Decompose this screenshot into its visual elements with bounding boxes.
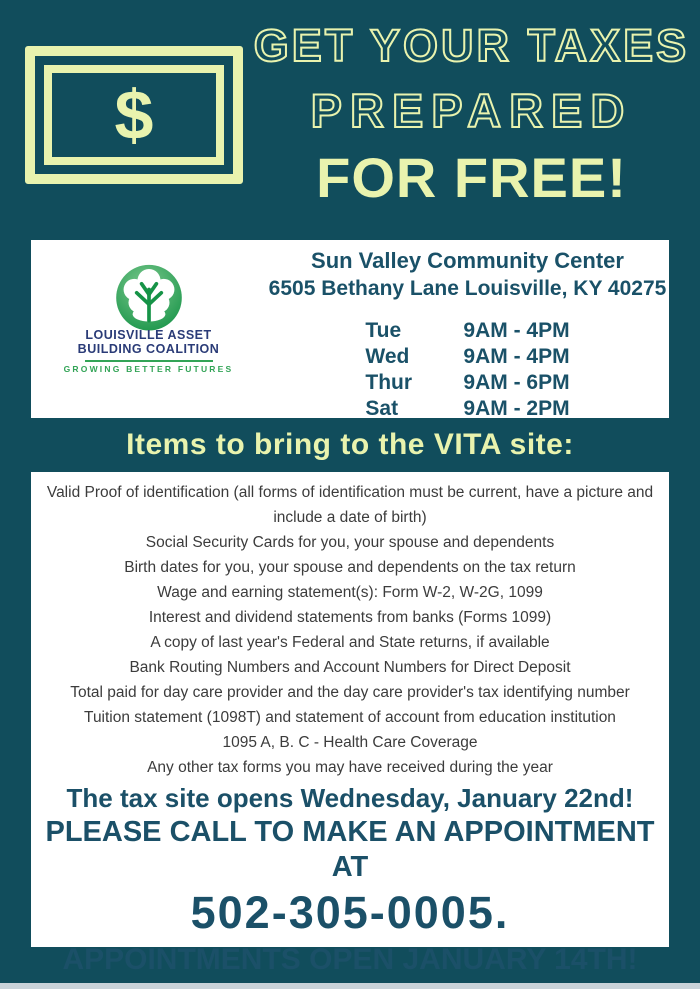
logo-name-line-1: LOUISVILLE ASSET	[85, 328, 212, 342]
list-item: Any other tax forms you may have received during the year	[147, 759, 553, 776]
dollar-bill-icon	[25, 46, 243, 240]
headline-line-3: FOR FREE!	[316, 146, 627, 210]
phone-number: 502-305-0005.	[190, 887, 510, 938]
flyer-header	[0, 0, 700, 240]
schedule-hours: 9AM - 2PM	[463, 396, 570, 420]
dollar-sign-glyph: $	[114, 76, 154, 154]
venue-address: 6505 Bethany Lane Louisville, KY 40275	[268, 277, 667, 301]
list-item: Valid Proof of identification (all forms of identification must be current, have a picture and include a date of birth)	[46, 484, 654, 526]
list-item: Birth dates for you, your spouse and dependents on the tax return	[124, 559, 576, 576]
list-item: Total paid for day care provider and the day care provider's tax identifying number	[70, 684, 630, 701]
bottom-edge-strip	[0, 983, 700, 989]
list-item: Interest and dividend statements from banks (Forms 1099)	[148, 609, 552, 626]
headline-block	[243, 0, 700, 240]
headline-line-2: PREPARED	[310, 83, 633, 137]
appointments-open-line: APPOINTMENTS OPEN JANUARY 14TH!	[62, 943, 638, 976]
schedule-hours: 9AM - 4PM	[463, 318, 570, 342]
list-item: Tuition statement (1098T) and statement of account from education institution	[84, 709, 616, 726]
logo-name-line-2: BUILDING COALITION	[77, 342, 220, 357]
headline-line-1: GET YOUR TAXES	[253, 20, 690, 71]
checklist-card	[31, 472, 669, 976]
site-opens-line: The tax site opens Wednesday, January 22nd!	[66, 783, 634, 813]
venue-info	[266, 240, 669, 418]
call-to-action-line: PLEASE CALL TO MAKE AN APPOINTMENT AT	[45, 816, 655, 883]
venue-card	[31, 240, 669, 418]
items-heading-band	[0, 418, 700, 472]
logo-divider	[85, 360, 213, 362]
dollar-bill-outer-border	[25, 46, 243, 184]
labc-logo	[31, 240, 266, 418]
schedule-day: Sat	[365, 396, 399, 420]
schedule-hours: 9AM - 4PM	[463, 344, 570, 368]
list-item: Bank Routing Numbers and Account Numbers for Direct Deposit	[129, 659, 571, 676]
list-item: Social Security Cards for you, your spouse and dependents	[145, 534, 555, 551]
list-item: A copy of last year's Federal and State returns, if available	[150, 634, 550, 651]
schedule-day: Tue	[365, 318, 402, 342]
logo-tagline: GROWING BETTER FUTURES	[63, 363, 234, 374]
schedule-day: Thur	[365, 370, 413, 394]
venue-name: Sun Valley Community Center	[311, 248, 624, 273]
hours-schedule	[365, 318, 569, 422]
schedule-hours: 9AM - 6PM	[463, 370, 570, 394]
list-item: Wage and earning statement(s): Form W-2, W-2G, 1099	[157, 584, 543, 601]
schedule-day: Wed	[365, 344, 410, 368]
list-item: 1095 A, B. C - Health Care Coverage	[222, 734, 478, 751]
items-heading: Items to bring to the VITA site:	[126, 428, 574, 461]
dollar-bill-inner-border	[44, 65, 224, 165]
